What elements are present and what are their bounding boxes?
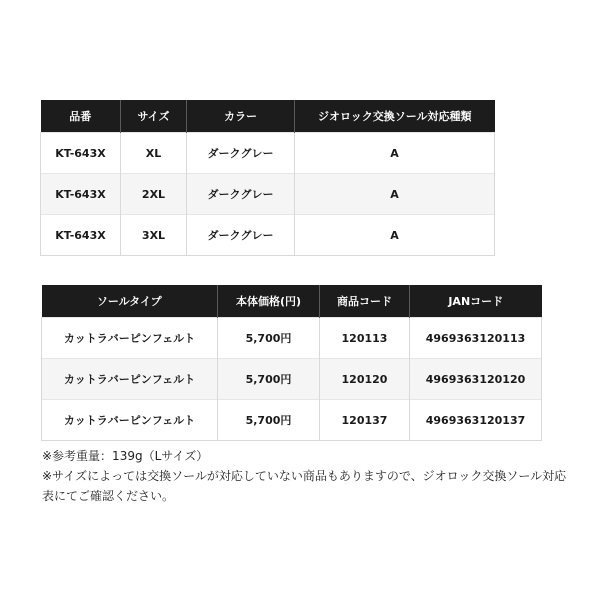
cell-price: 5,700円	[218, 359, 320, 400]
spec-table-size-color	[40, 100, 495, 256]
cell-size: XL	[121, 133, 187, 174]
cell-product-code: 120113	[320, 318, 410, 359]
cell-compat: A	[295, 215, 495, 256]
cell-jan-code: 4969363120120	[410, 359, 542, 400]
cell-size: 2XL	[121, 174, 187, 215]
header-price: 本体価格(円)	[218, 285, 320, 318]
table-row	[41, 215, 495, 256]
cell-product-number: KT-643X	[41, 215, 121, 256]
table-row	[41, 174, 495, 215]
header-jan-code: JANコード	[410, 285, 542, 318]
cell-sole-type: カットラバーピンフェルト	[42, 400, 218, 441]
cell-price: 5,700円	[218, 318, 320, 359]
cell-product-number: KT-643X	[41, 133, 121, 174]
cell-product-number: KT-643X	[41, 174, 121, 215]
spec-table-price-codes	[41, 285, 542, 441]
cell-jan-code: 4969363120113	[410, 318, 542, 359]
table-row	[41, 133, 495, 174]
header-color: カラー	[187, 100, 295, 133]
cell-compat: A	[295, 133, 495, 174]
note-weight: ※参考重量：139g（Lサイズ）	[42, 449, 209, 463]
cell-color: ダークグレー	[187, 174, 295, 215]
header-sole-type: ソールタイプ	[42, 285, 218, 318]
cell-sole-type: カットラバーピンフェルト	[42, 359, 218, 400]
cell-product-code: 120120	[320, 359, 410, 400]
header-product-number: 品番	[41, 100, 121, 133]
note-compatibility: ※サイズによっては交換ソールが対応していない商品もありますので、ジオロック交換ソール対応表にてご確認ください。	[42, 469, 567, 503]
table-row	[42, 400, 542, 441]
cell-price: 5,700円	[218, 400, 320, 441]
table-header-row	[42, 285, 542, 318]
header-sole-type-compat: ジオロック交換ソール対応種類	[295, 100, 495, 133]
cell-jan-code: 4969363120137	[410, 400, 542, 441]
table-header-row	[41, 100, 495, 133]
cell-color: ダークグレー	[187, 133, 295, 174]
table-row	[42, 359, 542, 400]
table-row	[42, 318, 542, 359]
notes-section	[42, 446, 572, 506]
cell-product-code: 120137	[320, 400, 410, 441]
cell-sole-type: カットラバーピンフェルト	[42, 318, 218, 359]
cell-size: 3XL	[121, 215, 187, 256]
header-product-code: 商品コード	[320, 285, 410, 318]
header-size: サイズ	[121, 100, 187, 133]
cell-compat: A	[295, 174, 495, 215]
cell-color: ダークグレー	[187, 215, 295, 256]
